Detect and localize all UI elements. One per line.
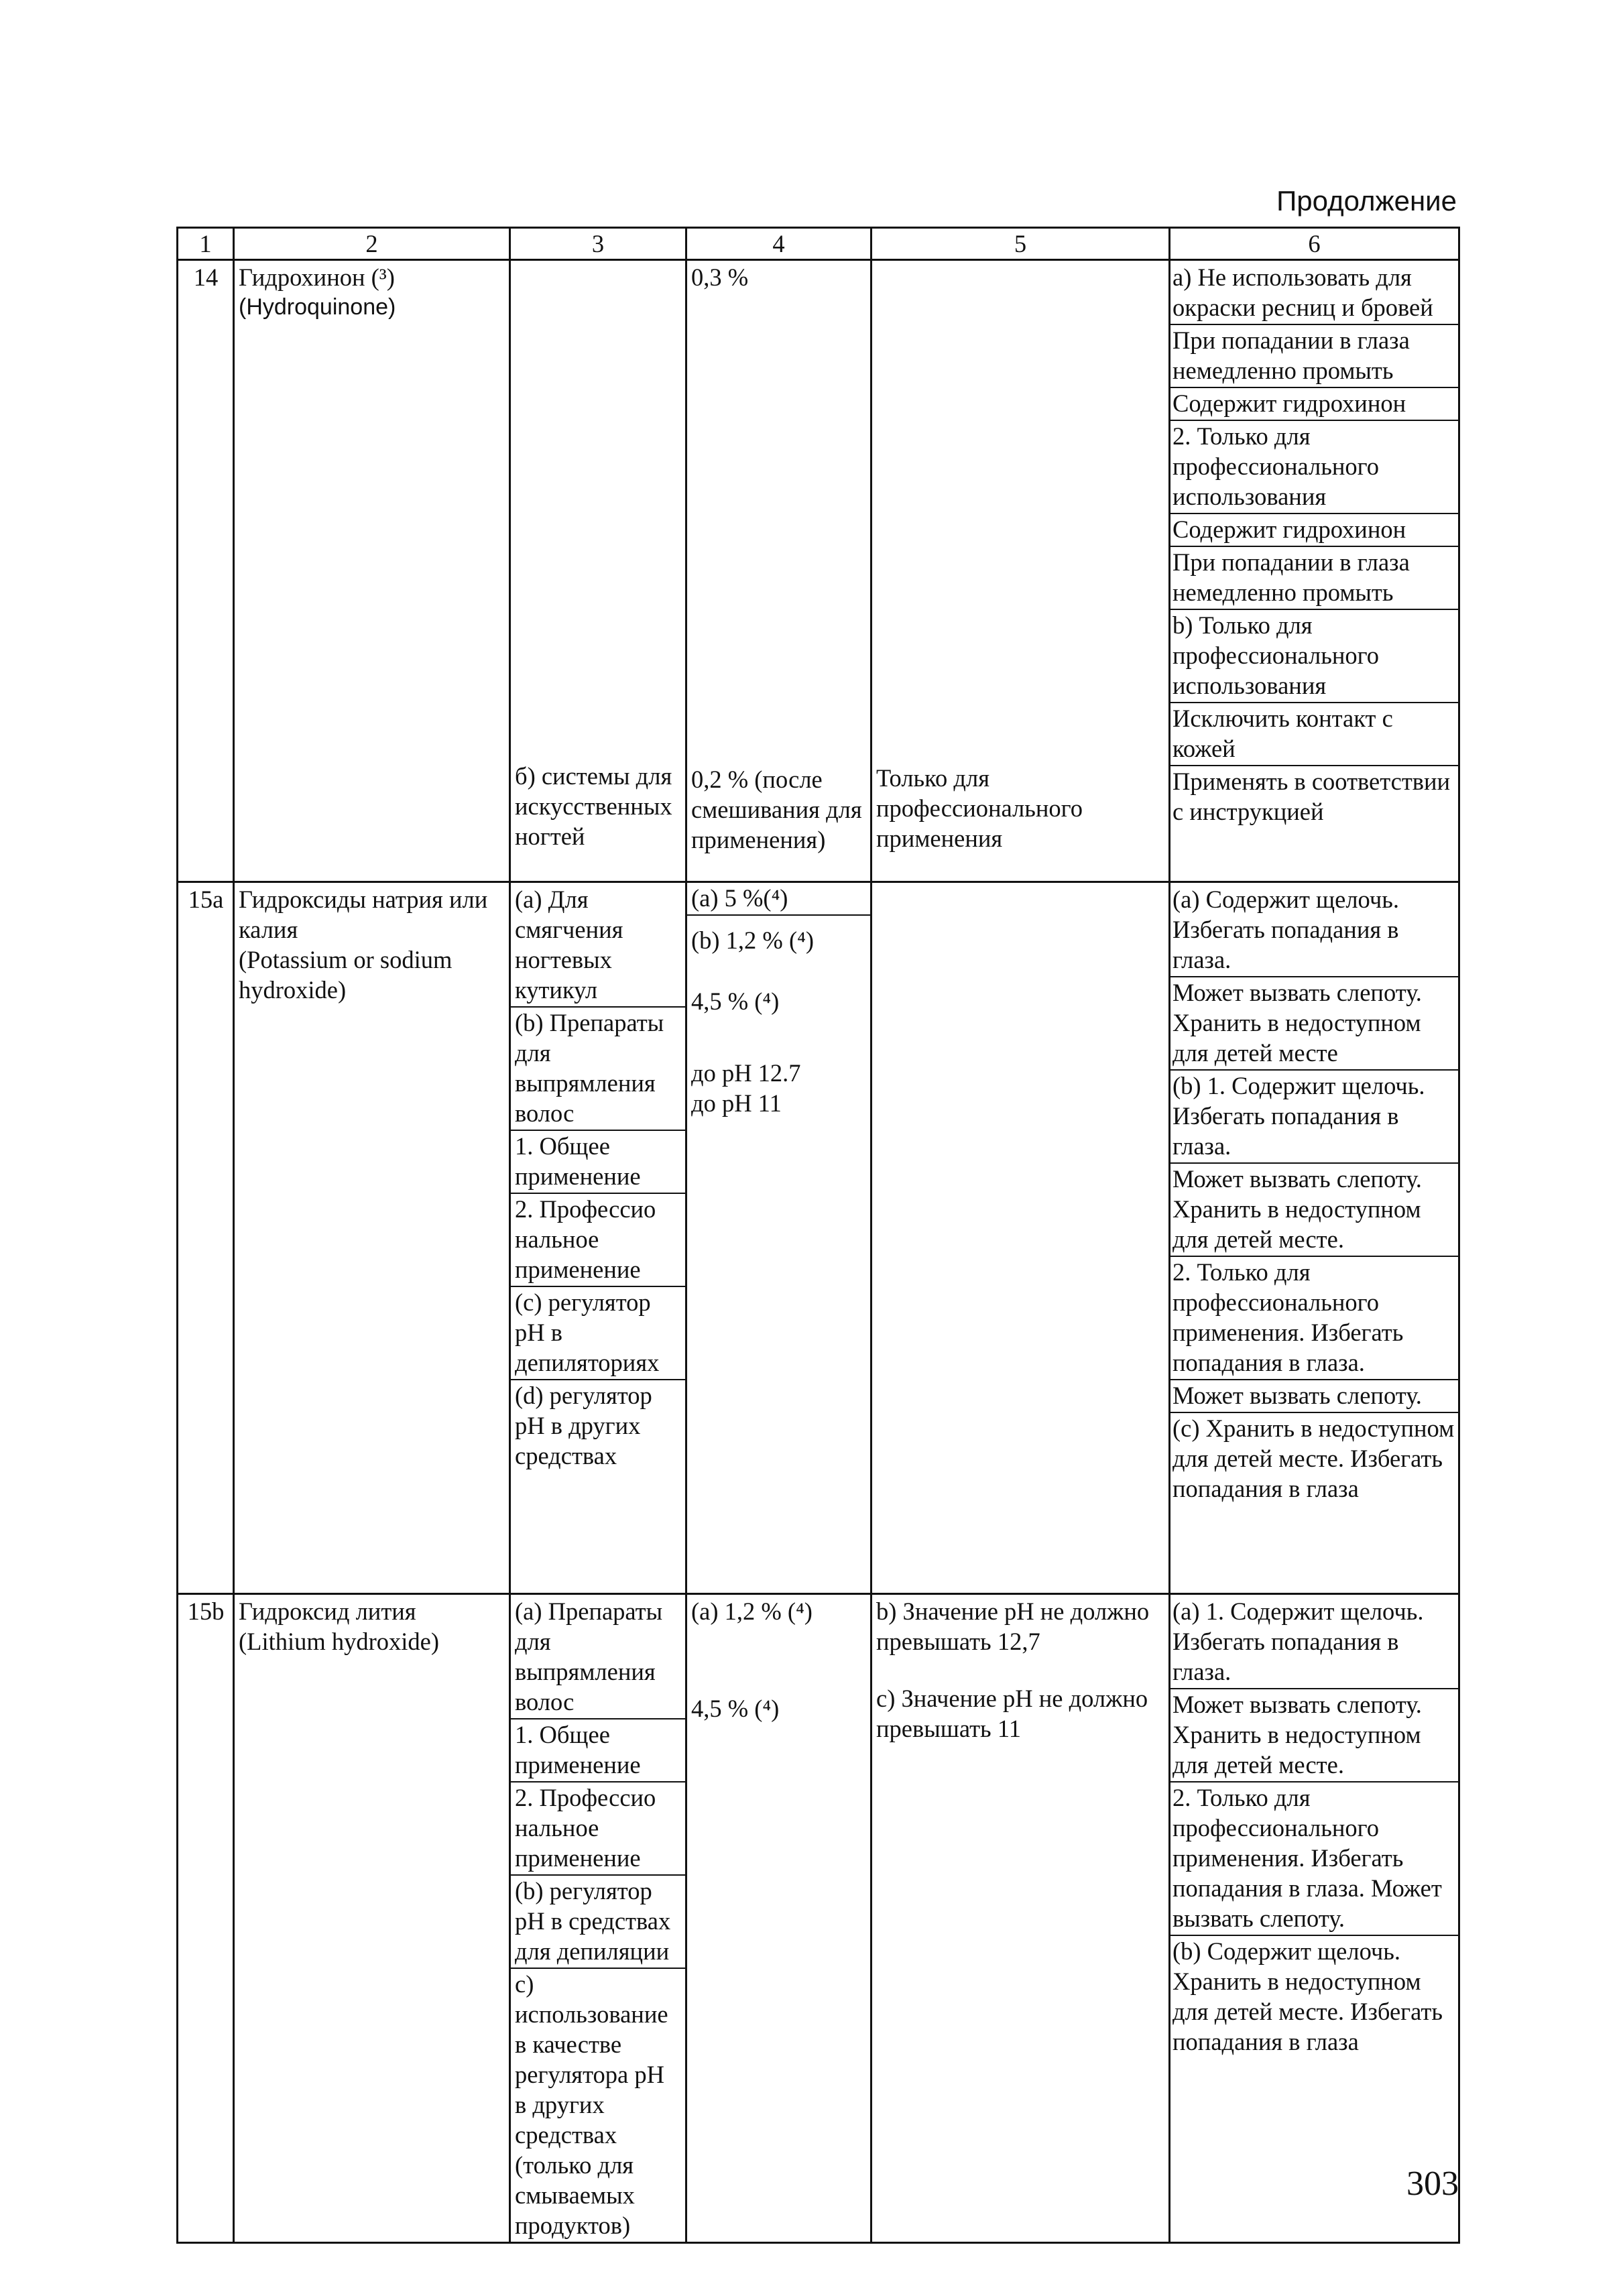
table-row [178,882,1459,1594]
warning-text: Может вызвать слепоту. Хранить в недоступном для детей месте. [1170,1164,1459,1257]
condition-text: 1. Общее применение [511,1719,685,1783]
condition-text: Только для профессионального применения [876,764,1083,852]
condition-text: (c) регулятор pH в депиляториях [511,1287,685,1380]
concentration-value: до pH 11 [691,1089,782,1117]
concentration-value: (a) 5 %(⁴) [687,883,870,916]
other-conditions-cell [871,882,1170,1594]
condition-text: б) системы для искусственных ногтей [515,762,672,850]
other-conditions-cell [871,260,1170,882]
concentration-cell [686,882,871,1594]
warning-text: При попадании в глаза немедленно промыть [1170,547,1459,610]
header-cell: 5 [871,228,1170,260]
warning-text: 2. Только для профессионального применения. Избегать попадания в глаза. Может вызвать слепоту. [1170,1783,1459,1936]
warning-text: 2. Только для профессионального использования [1170,421,1459,514]
substance-name: Гидроксид лития [239,1597,416,1625]
table-row [178,260,1459,882]
warnings-cell [1170,1594,1459,2243]
warning-text: (b) Содержит щелочь. Хранить в недоступном для детей месте. Избегать попадания в глаза [1173,1937,1443,2055]
warning-text: (b) 1. Содержит щелочь. Избегать попадания в глаза. [1170,1071,1459,1164]
warning-text: 2. Только для профессионального применения. Избегать попадания в глаза. [1170,1257,1459,1380]
regulation-table [176,227,1460,2244]
condition-text: 2. Профессио нальное применение [511,1783,685,1876]
concentration-value: 0,2 % (после смешивания для применения) [691,766,862,853]
condition-text: b) Значение pH не должно превышать 12,7 [876,1597,1150,1655]
conditions-cell [510,882,686,1594]
concentration-value: (a) 1,2 % (⁴) [691,1597,813,1625]
condition-text: (b) Препараты для выпрямления волос [511,1008,685,1131]
conditions-cell [510,260,686,882]
condition-text: (d) регулятор pH в других средствах [515,1382,652,1469]
row-number: 15a [178,882,234,1594]
warning-text: Применять в соответствии с инструкцией [1173,768,1451,825]
substance-cell [234,260,510,882]
warning-text: (a) 1. Содержит щелочь. Избегать попадания в глаза. [1170,1596,1459,1689]
concentration-value: 0,3 % [691,263,749,291]
header-cell: 2 [234,228,510,260]
warning-text: (a) Содержит щелочь. Избегать попадания в глаза. [1170,884,1459,977]
header-cell: 6 [1170,228,1459,260]
header-cell: 1 [178,228,234,260]
warning-text: Исключить контакт с кожей [1170,703,1459,766]
concentration-value: (b) 1,2 % (⁴) [691,926,814,954]
warning-text: Содержит гидрохинон [1170,388,1459,421]
substance-cell [234,882,510,1594]
warning-text: При попадании в глаза немедленно промыть [1170,325,1459,388]
condition-text: (b) регулятор pH в средствах для депиляции [511,1876,685,1969]
condition-text: c) Значение pH не должно превышать 11 [876,1685,1148,1742]
substance-latin-name: (Lithium hydroxide) [239,1628,440,1655]
warning-text: Содержит гидрохинон [1170,514,1459,547]
warning-text: Может вызвать слепоту. Хранить в недоступном для детей месте. [1170,1689,1459,1783]
substance-latin-name: (Potassium or sodium hydroxide) [239,946,453,1004]
substance-name: Гидрохинон (³) [239,263,395,291]
warning-text: Может вызвать слепоту. [1170,1380,1459,1413]
conditions-cell [510,1594,686,2243]
warnings-cell [1170,882,1459,1594]
warning-text: b) Только для профессионального использования [1170,610,1459,703]
substance-latin-name: (Hydroquinone) [239,294,396,320]
row-number: 14 [178,260,234,882]
row-number: 15b [178,1594,234,2243]
page-number: 303 [1406,2165,1459,2203]
header-cell: 4 [686,228,871,260]
condition-text: 1. Общее применение [511,1131,685,1194]
concentration-value: до pH 12.7 [691,1059,801,1087]
header-row [178,228,1459,260]
warning-text: (c) Хранить в недоступном для детей месте. Избегать попадания в глаза [1173,1414,1455,1502]
continuation-label: Продолжение [1276,185,1457,217]
concentration-cell [686,260,871,882]
warning-text: a) Не использовать для окраски ресниц и бровей [1170,262,1459,325]
warning-text: Может вызвать слепоту. Хранить в недоступном для детей месте [1170,977,1459,1071]
table-row [178,1594,1459,2243]
header-cell: 3 [510,228,686,260]
concentration-value: 4,5 % (⁴) [691,1695,780,1722]
condition-text: (a) Для смягчения ногтевых кутикул [511,884,685,1008]
substance-cell [234,1594,510,2243]
condition-text: (a) Препараты для выпрямления волос [511,1596,685,1719]
condition-text: c) использование в качестве регулятора pH в других средствах (только для смываемых продуктов) [515,1970,668,2239]
substance-name: Гидроксиды натрия или калия [239,886,488,943]
warnings-cell [1170,260,1459,882]
condition-text: 2. Профессио нальное применение [511,1194,685,1287]
other-conditions-cell [871,1594,1170,2243]
concentration-value: 4,5 % (⁴) [691,987,780,1015]
concentration-cell [686,1594,871,2243]
